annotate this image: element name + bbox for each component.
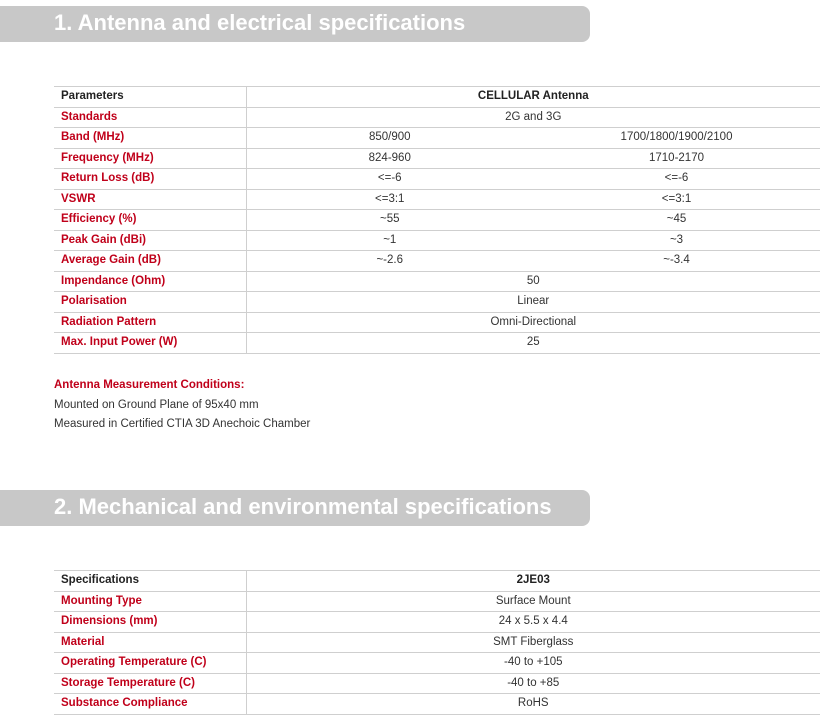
parameter-value: 24 x 5.5 x 4.4 <box>246 612 820 633</box>
parameter-value: 1710-2170 <box>533 148 820 169</box>
parameter-label: Peak Gain (dBi) <box>54 230 246 251</box>
parameter-value: <=-6 <box>246 169 533 190</box>
conditions-line: Measured in Certified CTIA 3D Anechoic Chamber <box>54 418 311 430</box>
parameter-value: 850/900 <box>246 128 533 149</box>
parameter-label: Efficiency (%) <box>54 210 246 231</box>
conditions-line: Mounted on Ground Plane of 95x40 mm <box>54 398 259 411</box>
parameter-label: Band (MHz) <box>54 128 246 149</box>
parameter-label: Impendance (Ohm) <box>54 271 246 292</box>
table-row <box>54 653 820 674</box>
table-row <box>54 107 820 128</box>
table-row <box>54 333 820 354</box>
parameter-value: <=-6 <box>533 169 820 190</box>
conditions-title: Antenna Measurement Conditions: <box>54 379 245 391</box>
table-row <box>54 148 820 169</box>
table-row <box>54 673 820 694</box>
parameter-label: Radiation Pattern <box>54 312 246 333</box>
parameter-value: ~1 <box>246 230 533 251</box>
parameter-value: ~-2.6 <box>246 251 533 272</box>
parameter-label: Standards <box>54 107 246 128</box>
measurement-conditions <box>54 376 310 435</box>
parameter-label: Return Loss (dB) <box>54 169 246 190</box>
table-row <box>54 210 820 231</box>
parameter-label: Max. Input Power (W) <box>54 333 246 354</box>
table-header-row <box>54 87 820 108</box>
header-value: 2JE03 <box>246 571 820 592</box>
parameter-value: <=3:1 <box>533 189 820 210</box>
section1-banner <box>0 6 590 42</box>
table-header-row <box>54 571 820 592</box>
table-row <box>54 271 820 292</box>
parameter-label: Frequency (MHz) <box>54 148 246 169</box>
table-row <box>54 292 820 313</box>
parameter-label: Average Gain (dB) <box>54 251 246 272</box>
parameter-label: Mounting Type <box>54 591 246 612</box>
parameter-value: ~45 <box>533 210 820 231</box>
parameter-label: Material <box>54 632 246 653</box>
table-row <box>54 169 820 190</box>
header-label: Specifications <box>54 571 246 592</box>
parameter-value: 824-960 <box>246 148 533 169</box>
parameter-value: ~-3.4 <box>533 251 820 272</box>
parameter-value: ~55 <box>246 210 533 231</box>
parameter-value: -40 to +105 <box>246 653 820 674</box>
section1-title: 1. Antenna and electrical specifications <box>54 10 466 35</box>
mechanical-spec-table <box>54 570 820 715</box>
parameter-label: VSWR <box>54 189 246 210</box>
parameter-value: 25 <box>246 333 820 354</box>
electrical-spec-table <box>54 86 820 354</box>
table-row <box>54 632 820 653</box>
table-row <box>54 251 820 272</box>
table-row <box>54 128 820 149</box>
parameter-value: RoHS <box>246 694 820 715</box>
parameter-value: Omni-Directional <box>246 312 820 333</box>
table-row <box>54 230 820 251</box>
header-value: CELLULAR Antenna <box>246 87 820 108</box>
table-row <box>54 189 820 210</box>
parameter-value: -40 to +85 <box>246 673 820 694</box>
parameter-value: Surface Mount <box>246 591 820 612</box>
table-row <box>54 591 820 612</box>
parameter-value: 50 <box>246 271 820 292</box>
parameter-value: ~3 <box>533 230 820 251</box>
parameter-label: Polarisation <box>54 292 246 313</box>
section2-banner <box>0 490 590 526</box>
table-row <box>54 312 820 333</box>
parameter-value: 1700/1800/1900/2100 <box>533 128 820 149</box>
table-row <box>54 694 820 715</box>
parameter-value: <=3:1 <box>246 189 533 210</box>
parameter-label: Substance Compliance <box>54 694 246 715</box>
parameter-label: Dimensions (mm) <box>54 612 246 633</box>
header-label: Parameters <box>54 87 246 108</box>
table-row <box>54 612 820 633</box>
parameter-value: SMT Fiberglass <box>246 632 820 653</box>
parameter-value: 2G and 3G <box>246 107 820 128</box>
parameter-label: Storage Temperature (C) <box>54 673 246 694</box>
parameter-label: Operating Temperature (C) <box>54 653 246 674</box>
parameter-value: Linear <box>246 292 820 313</box>
section2-title: 2. Mechanical and environmental specifications <box>54 494 552 519</box>
